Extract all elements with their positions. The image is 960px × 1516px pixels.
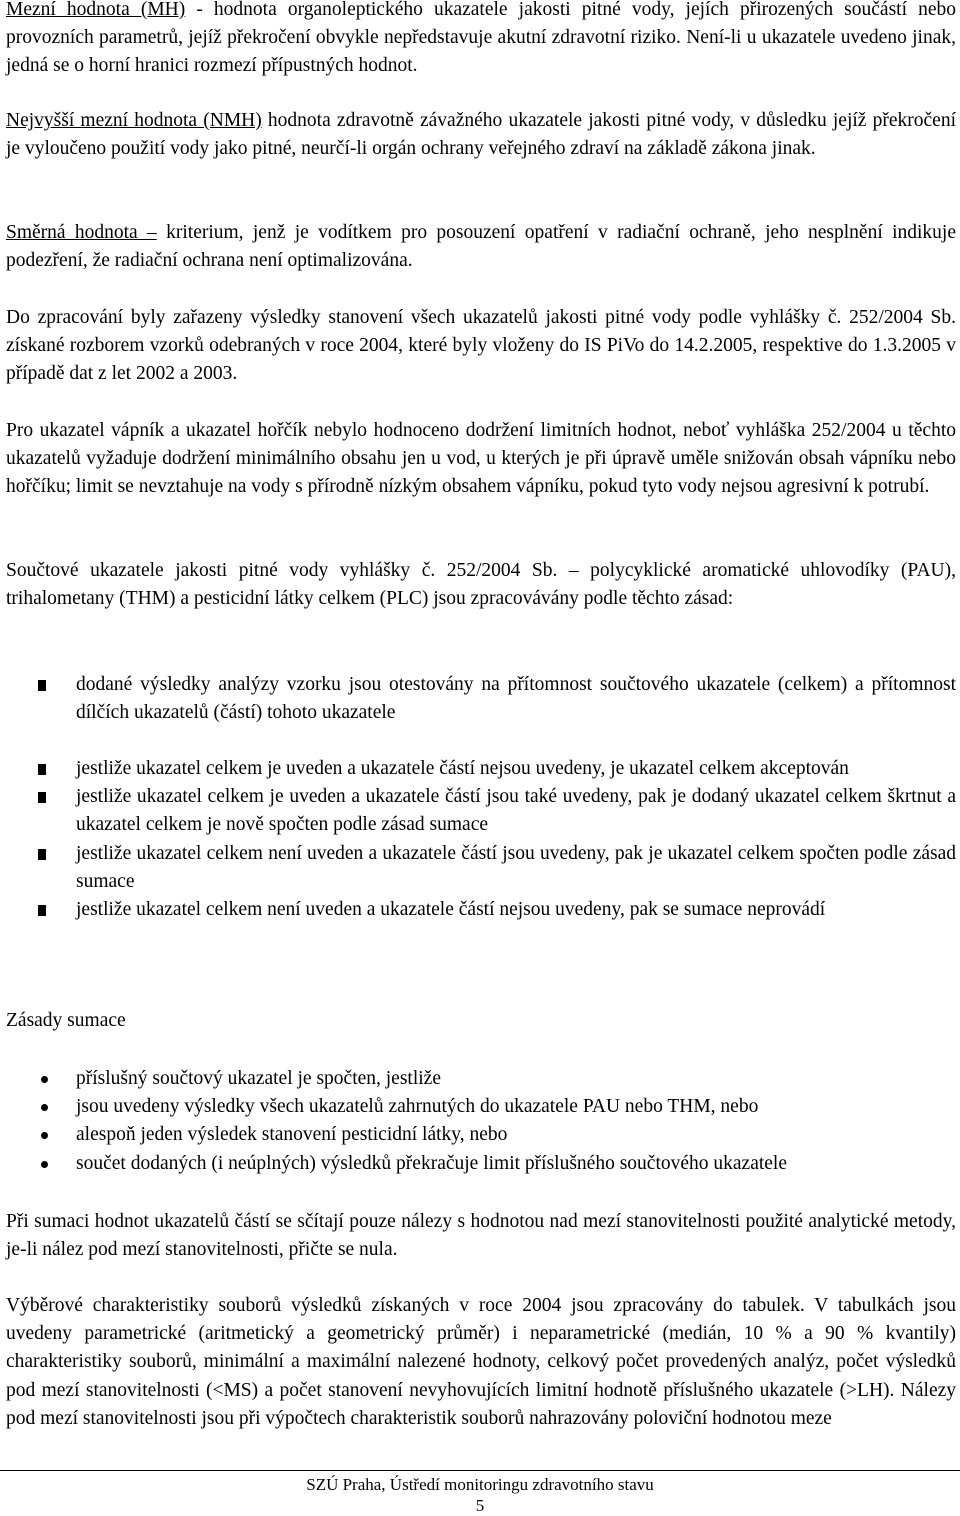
- calcium-paragraph: Pro ukazatel vápník a ukazatel hořčík nebylo hodnoceno dodržení limitních hodnot, neboť vyhláška 252/2004 u těchto ukazatelů vyžaduje dodržení minimálního obsahu jen u vod, u kterých je při úpravě uměle snižován obsah vápníku nebo hořčíku; limit se nevztahuje na vody s přírodně nízkým obsahem vápníku, pokud tyto vody nejsou agresivní k potrubí.: [6, 420, 956, 498]
- dot-bullet-icon: [41, 1104, 48, 1111]
- square-bullet-icon: [38, 764, 46, 775]
- list-item: [6, 1065, 956, 1093]
- square-bullet-icon: [38, 792, 46, 803]
- definition-text: - hodnota organoleptického ukazatele jakosti pitné vody, jejích přirozených součástí nebo provozních parametrů, jejíž překročení obvykle nepředstavuje akutní zdravotní riziko. Není-li u ukazatele uvedeno jinak, jedná se o horní hranici rozmezí přípustných hodnot.: [6, 0, 956, 77]
- page-number: 5: [475, 1496, 485, 1515]
- processing-paragraph: Do zpracování byly zařazeny výsledky stanovení všech ukazatelů jakosti pitné vody podle vyhlášky č. 252/2004 Sb. získané rozborem vzorků odebraných v roce 2004, které byly vloženy do IS PiVo do 14.2.2005, respektive do 1.3.2005 v případě dat z let 2002 a 2003.: [6, 307, 956, 385]
- definition-term: Nejvyšší mezní hodnota (NMH): [6, 110, 262, 131]
- square-bullet-list-first: [6, 671, 956, 727]
- list-item: [6, 755, 956, 783]
- dot-bullet-list: [6, 1065, 956, 1178]
- list-item-text: jestliže ukazatel celkem není uveden a ukazatele částí jsou uvedeny, pak je ukazatel celkem spočten podle zásad sumace: [76, 842, 956, 892]
- footer-institution: SZÚ Praha, Ústředí monitoringu zdravotního stavu: [306, 1475, 654, 1494]
- list-item-text: jsou uvedeny výsledky všech ukazatelů zahrnutých do ukazatele PAU nebo THM, nebo: [76, 1096, 759, 1118]
- list-item: [6, 1093, 956, 1121]
- sum-indicators-paragraph: Součtové ukazatele jakosti pitné vody vyhlášky č. 252/2004 Sb. – polycyklické aromatické uhlovodíky (PAU), trihalometany (THM) a pesticidní látky celkem (PLC) jsou zpracovávány podle těchto zásad:: [6, 560, 956, 610]
- definition-guide-value: [6, 219, 956, 275]
- list-item-text: jestliže ukazatel celkem je uveden a ukazatele částí nejsou uvedeny, je ukazatel celkem akceptován: [76, 758, 849, 779]
- dot-bullet-icon: [41, 1132, 48, 1139]
- list-item: [6, 671, 956, 727]
- square-bullet-icon: [38, 905, 46, 916]
- list-item: [6, 1121, 956, 1149]
- list-item: [6, 1150, 956, 1178]
- list-item: [6, 840, 956, 896]
- dot-bullet-icon: [41, 1076, 48, 1083]
- list-item-text: příslušný součtový ukazatel je spočten, jestliže: [76, 1068, 441, 1089]
- footer-divider: [0, 1470, 960, 1471]
- list-item: [6, 896, 956, 924]
- definition-term: Mezní hodnota (MH): [6, 0, 186, 20]
- summation-paragraph: Při sumaci hodnot ukazatelů částí se sčítají pouze nálezy s hodnotou nad mezí stanovitelnosti použité analytické metody, je-li nález pod mezí stanovitelnosti, přičte se nula.: [6, 1211, 956, 1261]
- dot-bullet-icon: [41, 1161, 48, 1168]
- definition-text: hodnota zdravotně závažného ukazatele jakosti pitné vody, v důsledku jejíž překročení je vyloučeno použití vody jako pitné, neurčí-li orgán ochrany veřejného zdraví na základě zákona jinak.: [6, 110, 956, 160]
- square-bullet-list: [6, 755, 956, 924]
- square-bullet-icon: [38, 849, 46, 860]
- list-item-text: jestliže ukazatel celkem není uveden a ukazatele částí nejsou uvedeny, pak se sumace neprovádí: [76, 899, 826, 921]
- definition-term: Směrná hodnota –: [6, 222, 157, 243]
- rules-heading: Zásady sumace: [6, 1010, 126, 1031]
- list-item-text: dodané výsledky analýzy vzorku jsou otestovány na přítomnost součtového ukazatele (celkem) a přítomnost dílčích ukazatelů (částí) tohoto ukazatele: [76, 674, 956, 724]
- list-item-text: jestliže ukazatel celkem je uveden a ukazatele částí jsou také uvedeny, pak je dodaný ukazatel celkem škrtnut a ukazatel celkem je nově spočten podle zásad sumace: [76, 786, 956, 836]
- characteristics-paragraph: Výběrové charakteristiky souborů výsledků získaných v roce 2004 jsou zpracovány do tabulek. V tabulkách jsou uvedeny parametrické (aritmetický a geometrický průměr) i neparametrické (medián, 10 % a 90 % kvantily) charakteristiky souborů, minimální a maximální nalezené hodnoty, celkový počet provedených analýz, počet výsledků pod mezí stanovitelnosti (<MS) a počet stanovení nevyhovujících limitní hodnotě příslušného ukazatele (>LH). Nálezy pod mezí stanovitelnosti jsou při výpočtech charakteristik souborů nahrazovány poloviční hodnotou meze: [6, 1295, 956, 1429]
- definition-text: kriterium, jenž je vodítkem pro posouzení opatření v radiační ochraně, jeho nesplnění indikuje podezření, že radiační ochrana není optimalizována.: [6, 222, 956, 272]
- definition-nmh: [6, 107, 956, 163]
- square-bullet-icon: [38, 680, 46, 691]
- definition-mh: [6, 0, 956, 81]
- list-item-text: alespoň jeden výsledek stanovení pesticidní látky, nebo: [76, 1124, 508, 1146]
- list-item-text: součet dodaných (i neúplných) výsledků překračuje limit příslušného součtového ukazatele: [76, 1152, 787, 1174]
- list-item: [6, 783, 956, 839]
